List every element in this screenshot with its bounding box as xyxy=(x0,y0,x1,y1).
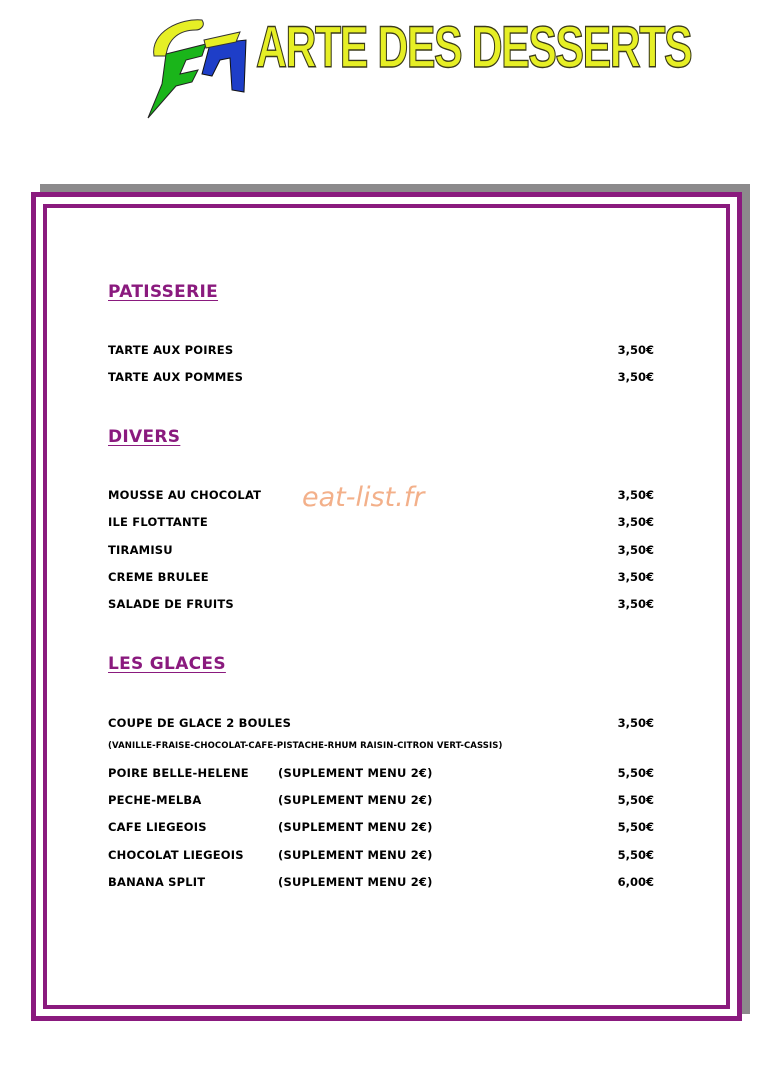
menu-item: ILE FLOTTANTE xyxy=(108,515,208,529)
menu-item-price: 5,50€ xyxy=(617,820,654,834)
menu-item-price: 3,50€ xyxy=(617,370,654,384)
menu-item-supplement: (SUPLEMENT MENU 2€) xyxy=(278,820,433,834)
menu-item-price: 3,50€ xyxy=(617,597,654,611)
menu-item: PECHE-MELBA xyxy=(108,793,202,807)
menu-item-price: 5,50€ xyxy=(617,848,654,862)
menu-item-price: 3,50€ xyxy=(617,570,654,584)
menu-item-price: 3,50€ xyxy=(617,543,654,557)
menu-item-price: 3,50€ xyxy=(617,343,654,357)
menu-item-price: 5,50€ xyxy=(617,793,654,807)
section-title-divers: DIVERS xyxy=(108,427,181,447)
menu-item: MOUSSE AU CHOCOLAT xyxy=(108,488,262,502)
menu-item-supplement: (SUPLEMENT MENU 2€) xyxy=(278,793,433,807)
menu-item-note: (VANILLE-FRAISE-CHOCOLAT-CAFE-PISTACHE-RHUM RAISIN-CITRON VERT-CASSIS) xyxy=(108,741,503,751)
menu-item-price: 3,50€ xyxy=(617,488,654,502)
menu-item-supplement: (SUPLEMENT MENU 2€) xyxy=(278,875,433,889)
menu-item: COUPE DE GLACE 2 BOULES xyxy=(108,716,292,730)
menu-item: TARTE AUX POMMES xyxy=(108,370,244,384)
menu-item-supplement: (SUPLEMENT MENU 2€) xyxy=(278,766,433,780)
watermark-text: eat-list.fr xyxy=(302,482,425,513)
menu-item: TARTE AUX POIRES xyxy=(108,343,234,357)
menu-item: BANANA SPLIT xyxy=(108,875,206,889)
menu-item-price: 3,50€ xyxy=(617,515,654,529)
menu-item: POIRE BELLE-HELENE xyxy=(108,766,249,780)
menu-item: CREME BRULEE xyxy=(108,570,209,584)
menu-item-price: 6,00€ xyxy=(617,875,654,889)
section-title-patisserie: PATISSERIE xyxy=(108,282,219,302)
menu-item: CAFE LIEGEOIS xyxy=(108,820,207,834)
logo-icon xyxy=(140,14,252,120)
menu-item: CHOCOLAT LIEGEOIS xyxy=(108,848,244,862)
menu-item-supplement: (SUPLEMENT MENU 2€) xyxy=(278,848,433,862)
menu-item: TIRAMISU xyxy=(108,543,173,557)
menu-item: SALADE DE FRUITS xyxy=(108,597,234,611)
menu-item-price: 5,50€ xyxy=(617,766,654,780)
menu-item-price: 3,50€ xyxy=(617,716,654,730)
page-title: ARTE DES DESSERTS xyxy=(256,15,692,80)
section-title-les-glaces: LES GLACES xyxy=(108,654,226,674)
